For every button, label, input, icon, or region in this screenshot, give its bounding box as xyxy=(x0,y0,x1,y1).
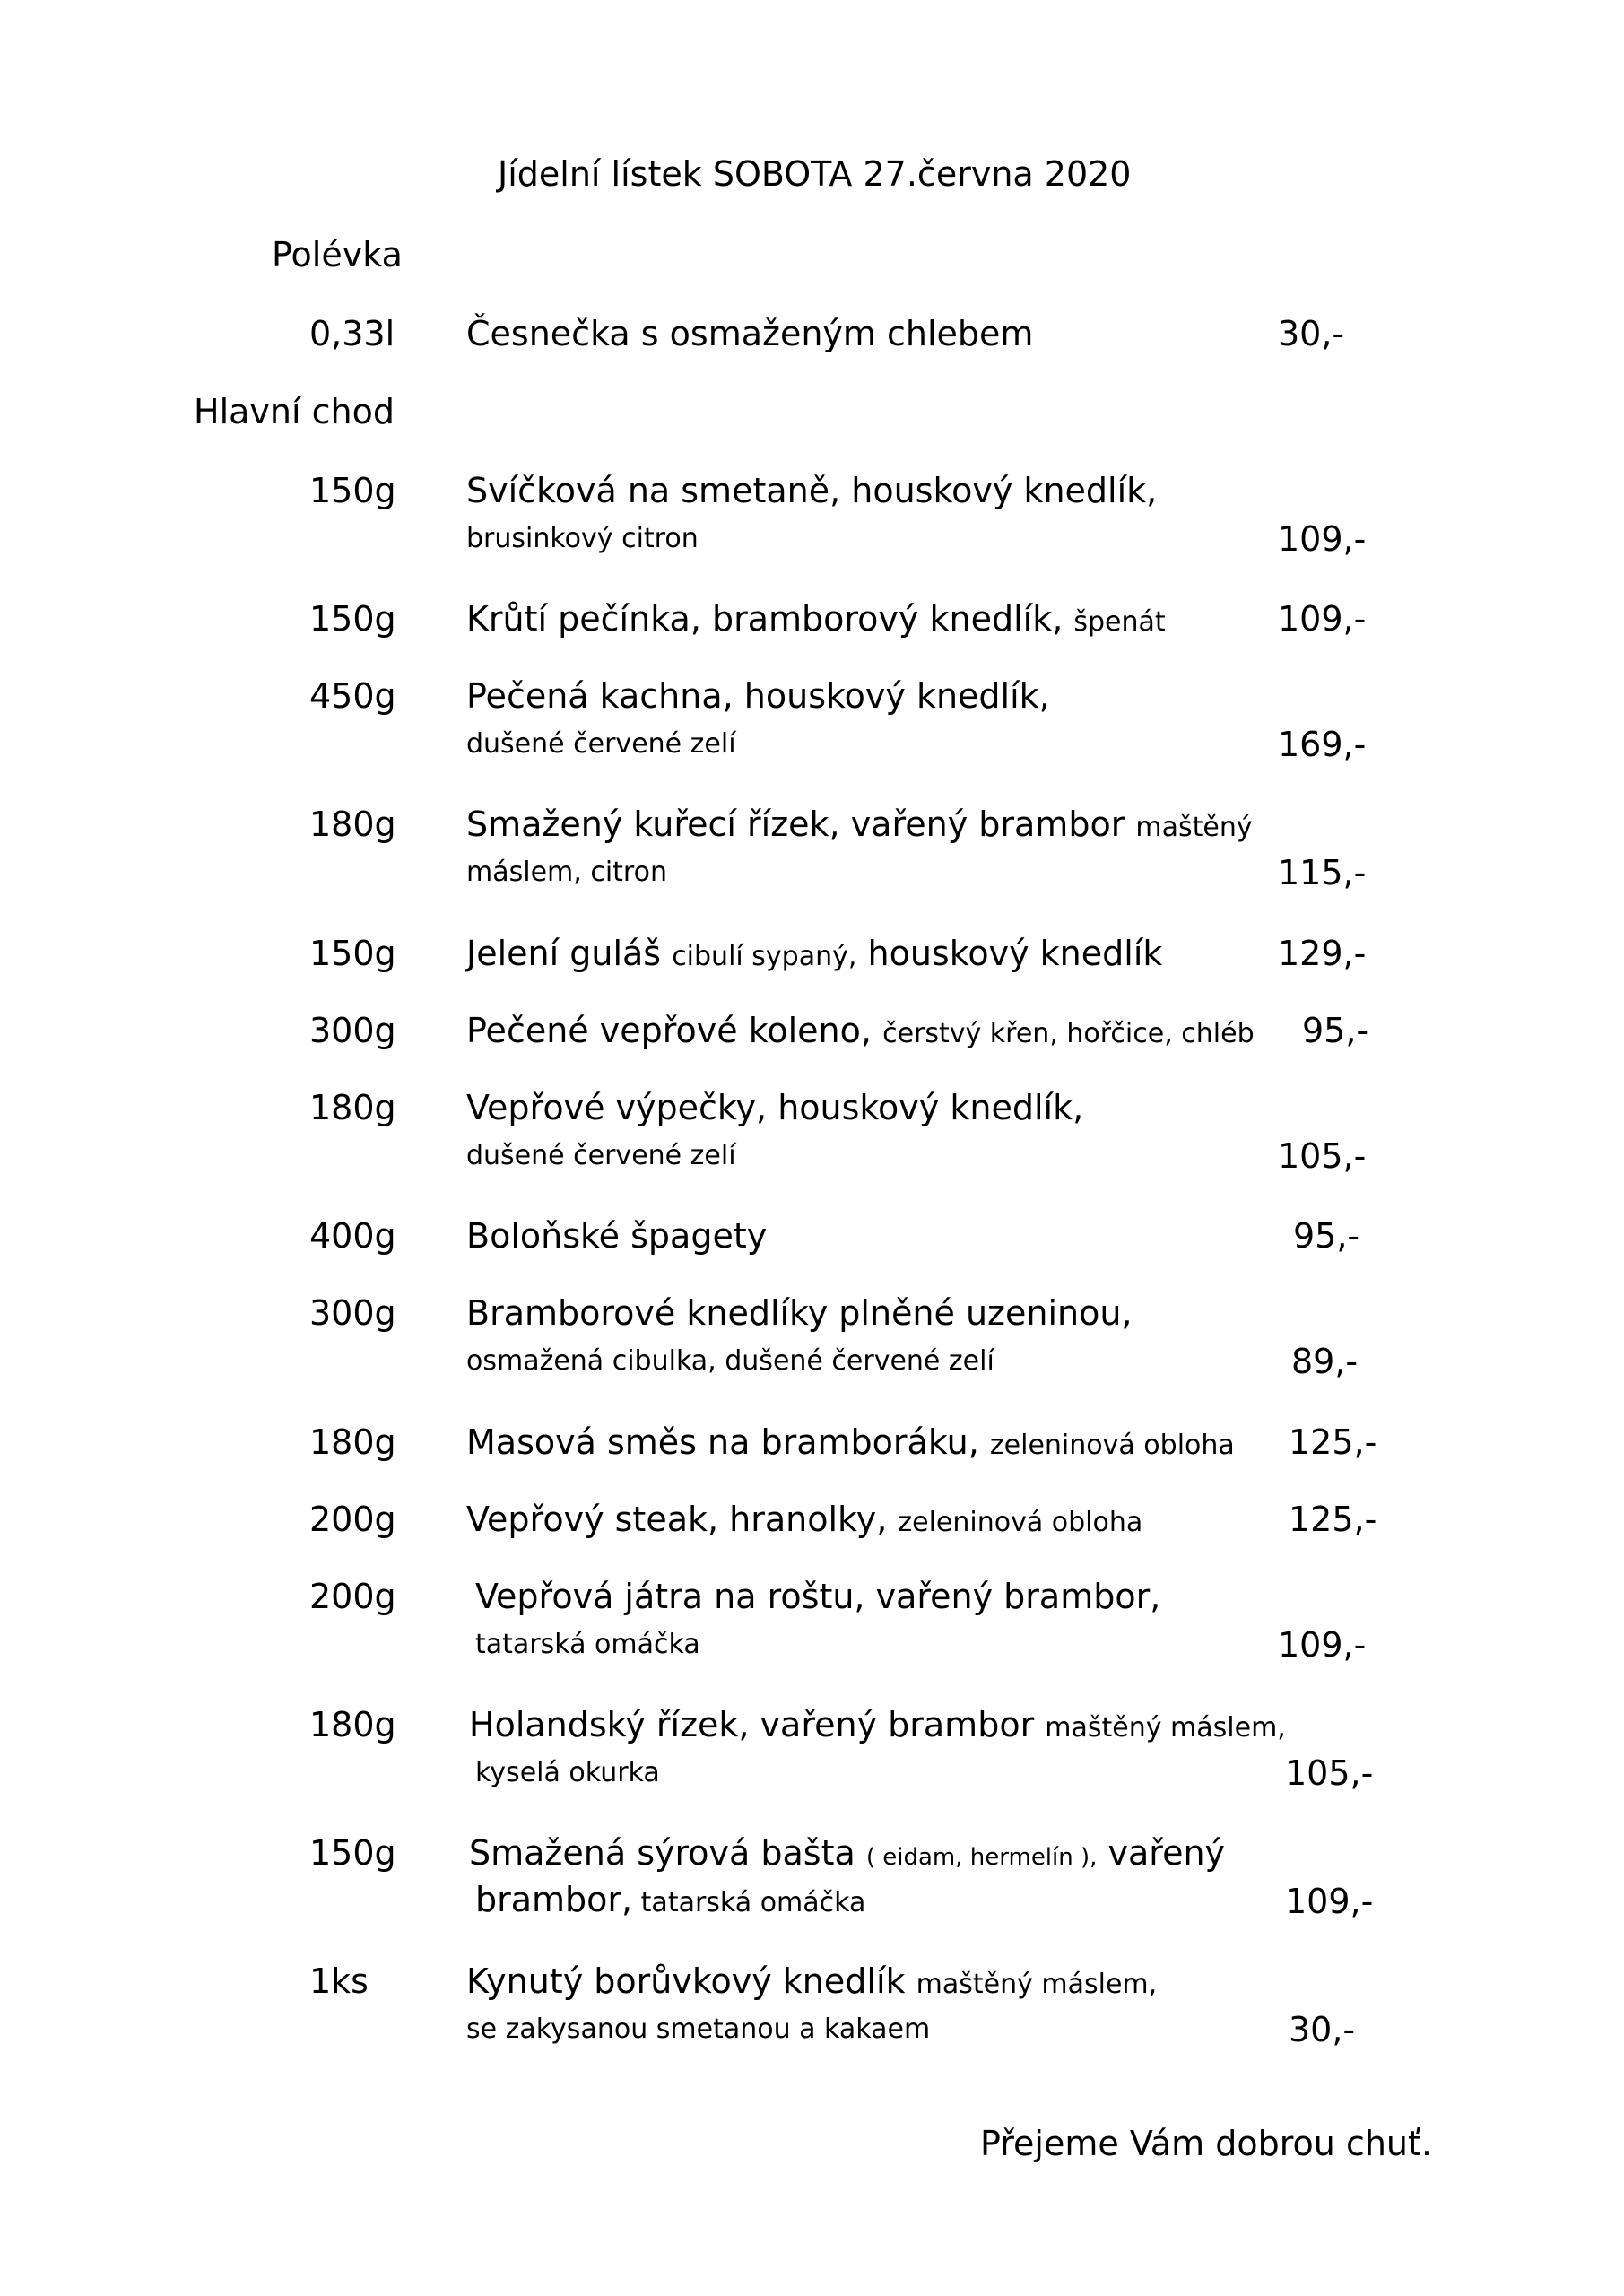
item-name: Smažený kuřecí řízek, vařený brambor xyxy=(466,804,1125,844)
item-extra: maštěný xyxy=(1135,812,1253,843)
menu-item xyxy=(0,314,1624,386)
item-extra: zeleninová obloha xyxy=(989,1430,1235,1461)
item-qty: 180g xyxy=(309,1422,396,1462)
item-name-tail: vařený xyxy=(1107,1833,1226,1873)
item-name: Česnečka s osmaženým chlebem xyxy=(466,314,1034,353)
item-name-line xyxy=(466,599,1166,639)
item-name: Krůtí pečínka, bramborový knedlík, xyxy=(466,599,1064,639)
item-price: 129,- xyxy=(1278,934,1367,973)
item-qty: 0,33l xyxy=(309,314,395,353)
item-name: Pečené vepřové koleno, xyxy=(466,1011,872,1050)
item-desc: brusinkový citron xyxy=(466,523,699,554)
item-qty: 200g xyxy=(309,1577,396,1616)
item-price: 109,- xyxy=(1278,519,1367,559)
item-qty: 150g xyxy=(309,934,396,973)
item-name-tail: houskový knedlík xyxy=(867,934,1163,973)
item-price: 30,- xyxy=(1278,314,1345,353)
item-qty: 180g xyxy=(309,1088,396,1127)
item-extra: zeleninová obloha xyxy=(898,1507,1143,1538)
item-name-line xyxy=(469,1833,1225,1873)
item-price: 105,- xyxy=(1278,1136,1367,1176)
item-extra: čerstvý křen, hořčice, chléb xyxy=(882,1018,1255,1049)
item-name-line xyxy=(466,1422,1235,1462)
item-price: 105,- xyxy=(1285,1753,1374,1793)
item-qty: 450g xyxy=(309,676,396,716)
item-name-line xyxy=(466,1011,1255,1050)
item-price: 169,- xyxy=(1278,725,1367,764)
item-desc-line xyxy=(475,1880,865,1919)
menu-item xyxy=(0,471,1624,559)
item-price: 109,- xyxy=(1278,1625,1367,1665)
item-qty: 400g xyxy=(309,1216,396,1256)
menu-item xyxy=(0,934,1624,1005)
item-name: Jelení guláš xyxy=(466,934,662,973)
item-desc: tatarská omáčka xyxy=(475,1629,700,1660)
menu-item xyxy=(0,599,1624,671)
item-name: Bramborové knedlíky plněné uzeninou, xyxy=(466,1293,1133,1333)
item-name: Kynutý borůvkový knedlík xyxy=(466,1961,906,2001)
item-name-line xyxy=(466,1961,1157,2001)
section-main: Hlavní chod xyxy=(194,392,395,431)
item-qty: 150g xyxy=(309,471,396,510)
item-qty: 180g xyxy=(309,804,396,844)
menu-item xyxy=(0,1500,1624,1571)
item-extra: ( eidam, hermelín ), xyxy=(865,1844,1098,1871)
item-price: 115,- xyxy=(1278,853,1367,892)
item-name: Vepřový steak, hranolky, xyxy=(466,1500,888,1539)
item-qty: 1ks xyxy=(309,1961,369,2001)
menu-item xyxy=(0,804,1624,892)
section-soup: Polévka xyxy=(272,235,403,274)
menu-item xyxy=(0,1216,1624,1288)
item-qty: 150g xyxy=(309,1833,396,1873)
item-desc: dušené červené zelí xyxy=(466,728,736,760)
item-desc: dušené červené zelí xyxy=(466,1140,736,1171)
menu-item xyxy=(0,1011,1624,1083)
item-extra: cibulí sypaný, xyxy=(672,941,857,972)
menu-item xyxy=(0,1422,1624,1494)
menu-item xyxy=(0,1961,1624,2049)
item-desc: tatarská omáčka xyxy=(640,1887,866,1918)
item-name: Svíčková na smetaně, houskový knedlík, xyxy=(466,471,1158,510)
menu-item xyxy=(0,1088,1624,1176)
item-name: Vepřové výpečky, houskový knedlík, xyxy=(466,1088,1084,1127)
item-price: 30,- xyxy=(1289,2010,1356,2049)
item-price: 95,- xyxy=(1302,1011,1369,1050)
item-qty: 300g xyxy=(309,1293,396,1333)
item-qty: 180g xyxy=(309,1705,396,1744)
item-price: 125,- xyxy=(1289,1500,1377,1539)
item-name-line xyxy=(469,1705,1286,1744)
footer-greeting: Přejeme Vám dobrou chuť. xyxy=(980,2124,1432,2163)
item-name: Vepřová játra na roštu, vařený brambor, xyxy=(475,1577,1161,1616)
item-name: Boloňské špagety xyxy=(466,1216,768,1256)
item-name-line xyxy=(466,934,1162,973)
item-extra: maštěný máslem, xyxy=(1045,1712,1286,1744)
menu-item xyxy=(0,1833,1624,1921)
item-price: 125,- xyxy=(1289,1422,1377,1462)
item-name: Masová směs na bramboráku, xyxy=(466,1422,979,1462)
item-qty: 200g xyxy=(309,1500,396,1539)
item-desc: se zakysanou smetanou a kakaem xyxy=(466,2013,931,2045)
item-name: Smažená sýrová bašta xyxy=(469,1833,855,1873)
menu-item xyxy=(0,1705,1624,1793)
item-desc-big: brambor, xyxy=(475,1880,633,1919)
item-price: 109,- xyxy=(1285,1882,1374,1921)
menu-item xyxy=(0,1577,1624,1665)
item-price: 109,- xyxy=(1278,599,1367,639)
item-extra: špenát xyxy=(1073,606,1166,638)
item-name: Pečená kachna, houskový knedlík, xyxy=(466,676,1050,716)
item-qty: 300g xyxy=(309,1011,396,1050)
item-desc: kyselá okurka xyxy=(475,1757,660,1788)
menu-item xyxy=(0,1293,1624,1381)
item-qty: 150g xyxy=(309,599,396,639)
item-desc: máslem, citron xyxy=(466,857,667,888)
menu-item xyxy=(0,676,1624,764)
item-name-line xyxy=(466,804,1253,844)
item-name-line xyxy=(466,1500,1142,1539)
item-price: 95,- xyxy=(1293,1216,1360,1256)
item-extra: maštěný máslem, xyxy=(916,1969,1158,2000)
item-desc: osmažená cibulka, dušené červené zelí xyxy=(466,1345,994,1377)
item-price: 89,- xyxy=(1291,1342,1359,1381)
menu-title: Jídelní lístek SOBOTA 27.června 2020 xyxy=(498,154,1132,194)
item-name: Holandský řízek, vařený brambor xyxy=(469,1705,1035,1744)
